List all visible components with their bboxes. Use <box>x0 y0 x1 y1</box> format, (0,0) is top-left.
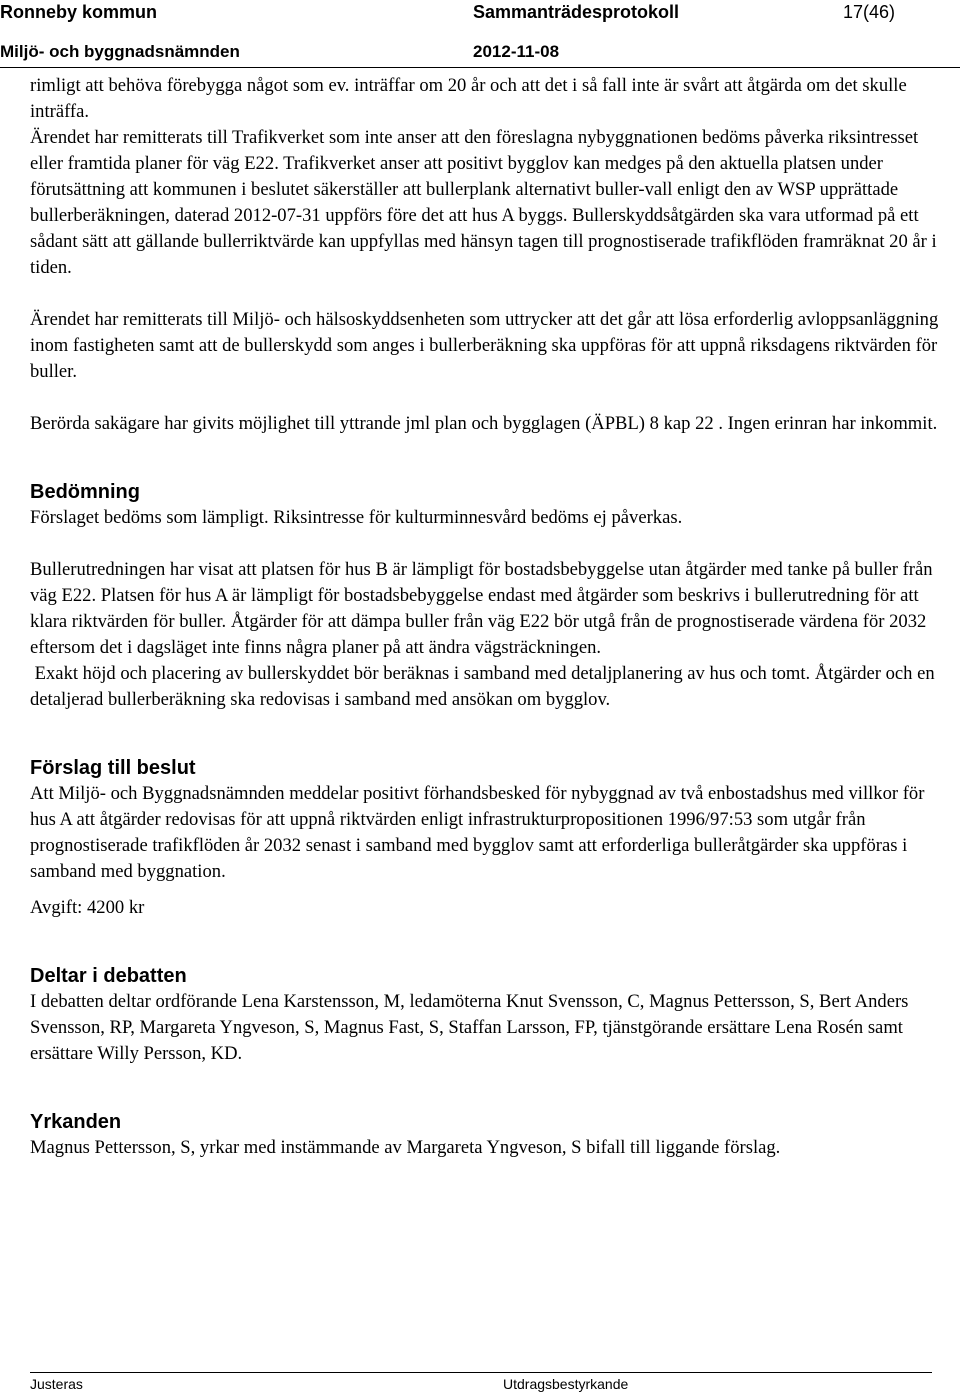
section-heading-deltar: Deltar i debatten <box>30 965 187 987</box>
paragraph: Berörda sakägare har givits möjlighet till yttrande jml plan och bygglagen (ÄPBL) 8 kap 22 . Ingen erinran har inkommit. <box>30 413 938 434</box>
paragraph: Ärendet har remitterats till Trafikverket som inte anser att den föreslagna nybyggnationen bedöms påverka riksintresset eller framtida planer för väg E22. Trafikverket anser att positivt bygglov kan medges på den aktuella platsen under förutsättning att kommunen i beslutet säkerställer att bullerplank alternativt buller-vall enligt den av WSP upprättade bullerberäkningen, daterad 2012-07-31 uppförs före det att hus A byggs. Bullerskyddsåtgärden ska vara utformad på ett sådant sätt att gällande bullerriktvärde kan uppfyllas med hänsyn tagen till prognostiserade trafikflöden framräknat 20 år i tiden. <box>30 127 937 278</box>
section-heading-bedomning: Bedömning <box>30 481 140 503</box>
document-body <box>30 73 942 1161</box>
page-number: 17(46) <box>843 2 896 22</box>
paragraph: Bullerutredningen har visat att platsen för hus B är lämpligt för bostadsbebyggelse utan åtgärder med tanke på buller från väg E22. Platsen för hus A är lämpligt för bostadsbebyggelse endast med åtgärder som beskrivs i bullerutredning för att klara riktvärden för buller. Åtgärder för att dämpa buller från väg E22 bör utgå från de prognostiserade värdena för 2032 eftersom det i dagsläget inte finns några planer på att ändra vägsträckningen. <box>30 559 933 658</box>
municipality-name: Ronneby kommun <box>0 2 158 22</box>
footer-justeras: Justeras <box>30 1376 83 1392</box>
section-heading-forslag: Förslag till beslut <box>30 757 196 779</box>
section-heading-yrkanden: Yrkanden <box>30 1111 122 1133</box>
document-type: Sammanträdesprotokoll <box>473 2 680 22</box>
header-divider <box>0 67 960 68</box>
paragraph: Magnus Pettersson, S, yrkar med instämmande av Margareta Yngveson, S bifall till liggande förslag. <box>30 1137 781 1158</box>
fee: Avgift: 4200 kr <box>30 897 145 918</box>
meeting-date: 2012-11-08 <box>473 42 560 61</box>
paragraph: Att Miljö- och Byggnadsnämnden meddelar positivt förhandsbesked för nybyggnad av två enbostadshus med villkor för hus A att åtgärder redovisas för att uppnå riktvärden enligt infrastrukturpropositionen 1996/97:53 som utgår från prognostiserade trafikflöden år 2032 senast i samband med bygglov samt att erforderliga bulleråtgärder ska uppföras i samband med byggnation. <box>30 783 925 882</box>
paragraph: Ärendet har remitterats till Miljö- och hälsoskyddsenheten som uttrycker att det går att lösa erforderlig avloppsanläggning inom fastigheten samt att de bullerskydd som anges i bullerberäkning ska uppföras för att uppnå riksdagens riktvärden för buller. <box>30 309 939 382</box>
paragraph: I debatten deltar ordförande Lena Karstensson, M, ledamöterna Knut Svensson, C, Magnus Pettersson, S, Bert Anders Svensson, RP, Margareta Yngveson, S, Magnus Fast, S, Staffan Larsson, FP, tjänstgörande ersättare Lena Rosén samt ersättare Willy Persson, KD. <box>30 991 909 1064</box>
committee-name: Miljö- och byggnadsnämnden <box>0 42 240 61</box>
paragraph: Exakt höjd och placering av bullerskyddet bör beräknas i samband med detaljplanering av hus och tomt. Åtgärder och en detaljerad bullerberäkning ska redovisas i samband med ansökan om bygglov. <box>30 663 940 710</box>
paragraph: Förslaget bedöms som lämpligt. Riksintresse för kulturminnesvård bedöms ej påverkas. <box>30 507 683 528</box>
paragraph: rimligt att behöva förebygga något som ev. inträffar om 20 år och att det i så fall inte är svårt att åtgärda om det skulle inträffa. <box>30 75 907 122</box>
footer-divider <box>30 1372 932 1373</box>
footer-utdragsbestyrkande: Utdragsbestyrkande <box>503 1376 629 1392</box>
